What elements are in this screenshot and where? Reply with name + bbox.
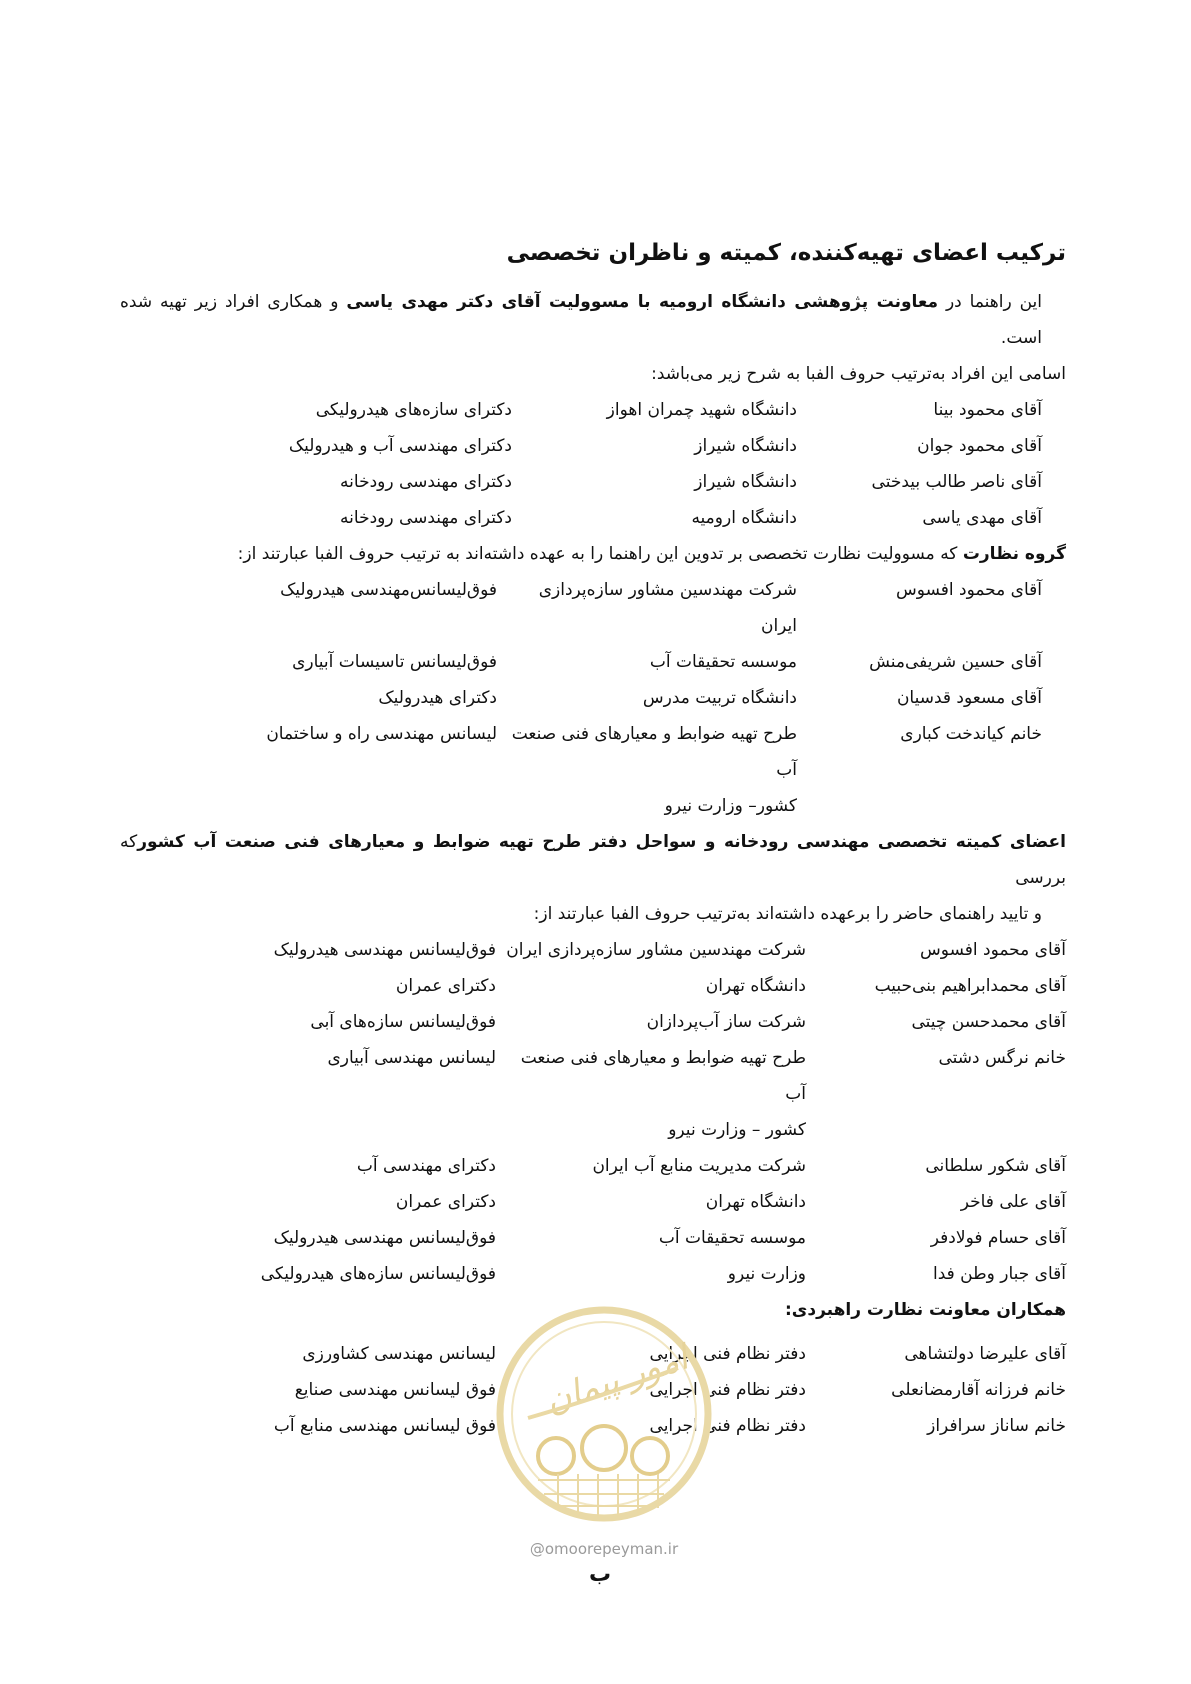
- logo-text: امور پیمان: [540, 1337, 693, 1422]
- author-row: [120, 464, 1066, 500]
- committee-heading-bold: اعضای کمیته تخصصی مهندسی رودخانه و سواحل دفتر طرح تهیه ضوابط و معیارهای فنی صنعت آب کشور: [137, 832, 1066, 852]
- committee-member-org: موسسه تحقیقات آب: [658, 1228, 806, 1248]
- supervision-heading: [120, 536, 1066, 572]
- author-degree: دکترای مهندسی رودخانه: [340, 508, 512, 528]
- author-org: دانشگاه شیراز: [694, 472, 797, 492]
- committee-row: [120, 1184, 1066, 1220]
- colleague-org: دفتر نظام فنی اجرایی: [649, 1380, 806, 1400]
- author-row: [120, 392, 1066, 428]
- page-number: ب: [588, 1562, 612, 1587]
- committee-member-org: شرکت مهندسین مشاور سازه‌پردازی ایران: [506, 940, 806, 960]
- author-org: دانشگاه شهید چمران اهواز: [606, 400, 797, 420]
- committee-member-name: آقای محمدابراهیم بنی‌حبیب: [874, 976, 1066, 996]
- supervisor-org: موسسه تحقیقات آب: [649, 652, 797, 672]
- committee-heading-text: که بررسی: [120, 832, 1066, 888]
- committee-member-degree: فوق‌لیسانس مهندسی هیدرولیک: [273, 1228, 496, 1248]
- committee-member-name: آقای محمدحسن چیتی: [911, 1012, 1066, 1032]
- supervisor-row: [120, 716, 1066, 824]
- authors-table: [120, 392, 1066, 536]
- supervisor-org: [507, 716, 797, 824]
- committee-member-org: وزارت نیرو: [727, 1264, 806, 1284]
- committee-member-degree: فوق‌لیسانس سازه‌های هیدرولیکی: [260, 1264, 496, 1284]
- committee-table: [120, 932, 1066, 1292]
- supervision-heading-bold: گروه نظارت: [962, 544, 1066, 564]
- committee-member-org-line1: طرح تهیه ضوابط و معیارهای فنی صنعت آب: [520, 1048, 806, 1104]
- colleague-name: خانم فرزانه آقارمضانعلی: [891, 1380, 1066, 1400]
- supervisor-org: دانشگاه تربیت مدرس: [642, 688, 797, 708]
- author-org: دانشگاه شیراز: [694, 436, 797, 456]
- site-watermark: [504, 1540, 704, 1558]
- supervisor-row: [120, 644, 1066, 680]
- supervisor-degree: فوق‌لیسانس تاسیسات آبیاری: [292, 652, 497, 672]
- committee-heading: [120, 824, 1066, 896]
- author-name: آقای ناصر طالب بیدختی: [871, 472, 1042, 492]
- committee-member-org: [506, 1040, 806, 1148]
- committee-member-degree: لیسانس مهندسی آبیاری: [327, 1048, 496, 1068]
- committee-row: [120, 1148, 1066, 1184]
- colleague-org: دفتر نظام فنی اجرایی: [649, 1416, 806, 1436]
- colleagues-heading: همکاران معاونت نظارت راهبردی:: [785, 1300, 1066, 1320]
- omoorepeyman-logo: [488, 1298, 720, 1530]
- committee-member-degree: دکترای عمران: [395, 1192, 496, 1212]
- supervisor-row: [120, 680, 1066, 716]
- author-degree: دکترای مهندسی رودخانه: [340, 472, 512, 492]
- committee-row: [120, 1004, 1066, 1040]
- colleague-degree: فوق لیسانس مهندسی منابع آب: [273, 1416, 496, 1436]
- supervisor-name: آقای محمود افسوس: [896, 580, 1042, 600]
- committee-row: [120, 932, 1066, 968]
- author-name: آقای محمود بینا: [933, 400, 1042, 420]
- committee-member-name: آقای علی فاخر: [960, 1192, 1066, 1212]
- intro-text-bold: معاونت پژوهشی دانشگاه ارومیه با مسوولیت آقای دکتر مهدی یاسی: [346, 292, 939, 312]
- supervisor-row: [120, 572, 1066, 644]
- committee-member-org: دانشگاه تهران: [705, 976, 806, 996]
- committee-member-degree: دکترای عمران: [395, 976, 496, 996]
- supervisor-org-line1: طرح تهیه ضوابط و معیارهای فنی صنعت آب: [511, 724, 797, 780]
- supervision-heading-text: که مسوولیت نظارت تخصصی بر تدوین این راهنما را به عهده داشته‌اند به ترتیب حروف الفبا عبارتند از:: [237, 544, 963, 564]
- committee-member-name: آقای حسام فولادفر: [930, 1228, 1066, 1248]
- supervisor-name: خانم کیاندخت کباری: [900, 724, 1042, 744]
- author-row: [120, 500, 1066, 536]
- committee-member-degree: دکترای مهندسی آب: [356, 1156, 496, 1176]
- author-org: دانشگاه ارومیه: [691, 508, 797, 528]
- supervisor-degree: فوق‌لیسانس‌مهندسی هیدرولیک: [280, 580, 497, 600]
- intro-text-a: این راهنما در: [938, 292, 1042, 312]
- colleague-name: آقای علیرضا دولتشاهی: [904, 1344, 1066, 1364]
- committee-row: [120, 1220, 1066, 1256]
- committee-member-org: دانشگاه تهران: [705, 1192, 806, 1212]
- supervisor-name: آقای حسین شریفی‌منش: [869, 652, 1042, 672]
- author-row: [120, 428, 1066, 464]
- committee-member-name: خانم نرگس دشتی: [938, 1048, 1066, 1068]
- intro-paragraph: [120, 284, 1066, 356]
- colleague-name: خانم ساناز سرافراز: [927, 1416, 1066, 1436]
- at-icon: @: [529, 1540, 545, 1558]
- committee-member-name: آقای جبار وطن فدا: [932, 1264, 1066, 1284]
- committee-member-org: شرکت مدیریت منابع آب ایران: [592, 1156, 806, 1176]
- intro-text-c: و همکاری افراد زیر تهیه شده است.: [120, 292, 1042, 348]
- committee-member-org: شرکت ساز آب‌پردازان: [646, 1012, 806, 1032]
- committee-member-name: آقای شکور سلطانی: [925, 1156, 1066, 1176]
- colleague-org: دفتر نظام فنی اجرایی: [649, 1344, 806, 1364]
- committee-member-degree: فوق‌لیسانس مهندسی هیدرولیک: [273, 940, 496, 960]
- author-degree: دکترای سازه‌های هیدرولیکی: [315, 400, 512, 420]
- intro-alphabetical-note: اسامی این افراد به‌ترتیب حروف الفبا به شرح زیر می‌باشد:: [651, 364, 1066, 384]
- committee-row: [120, 1040, 1066, 1148]
- content: [120, 240, 1066, 1444]
- committee-member-degree: فوق‌لیسانس سازه‌های آبی: [310, 1012, 496, 1032]
- committee-row: [120, 1256, 1066, 1292]
- author-name: آقای محمود جوان: [917, 436, 1042, 456]
- committee-row: [120, 968, 1066, 1004]
- author-degree: دکترای مهندسی آب و هیدرولیک: [288, 436, 512, 456]
- supervision-table: [120, 572, 1066, 824]
- colleague-degree: لیسانس مهندسی کشاورزی: [302, 1344, 496, 1364]
- author-name: آقای مهدی یاسی: [922, 508, 1042, 528]
- committee-member-name: آقای محمود افسوس: [920, 940, 1066, 960]
- site-url: omoorepeyman.ir: [544, 1540, 679, 1558]
- committee-heading-line2: و تایید راهنمای حاضر را برعهده داشته‌اند به‌ترتیب حروف الفبا عبارتند از:: [533, 904, 1042, 924]
- supervisor-org: شرکت مهندسین مشاور سازه‌پردازی ایران: [538, 580, 797, 636]
- supervisor-name: آقای مسعود قدسیان: [896, 688, 1042, 708]
- page-title: ترکیب اعضای تهیه‌کننده، کمیته و ناظران تخصصی: [506, 240, 1066, 266]
- supervisor-degree: دکترای هیدرولیک: [378, 688, 497, 708]
- supervisor-org-line2: کشور– وزارت نیرو: [664, 796, 797, 816]
- colleague-degree: فوق لیسانس مهندسی صنایع: [294, 1380, 496, 1400]
- committee-member-org-line2: کشور – وزارت نیرو: [668, 1120, 806, 1140]
- supervisor-degree: لیسانس مهندسی راه و ساختمان: [266, 724, 497, 744]
- logo-emblem-icon: [488, 1298, 720, 1530]
